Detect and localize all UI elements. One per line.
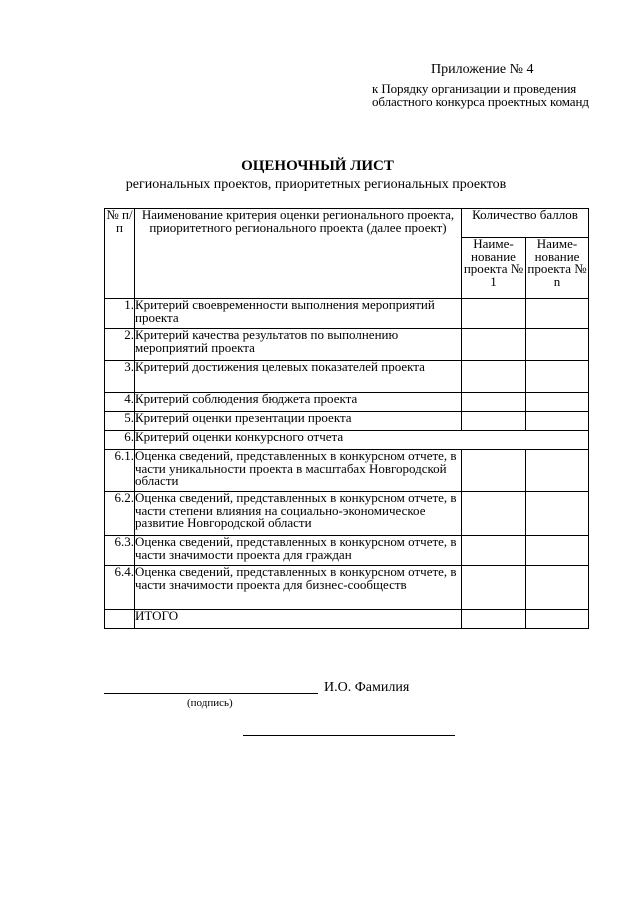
score-cell-project-1[interactable]: [462, 393, 526, 412]
header-criterion: Наименование критерия оценки регионального проекта, приоритетного регионального проекта (далее проект): [135, 209, 462, 299]
score-cell-project-1[interactable]: [462, 299, 526, 329]
table-row-total: [105, 610, 589, 629]
signature-caption: (подпись): [187, 697, 233, 709]
row-number: 4.: [105, 393, 135, 412]
row-criterion: Оценка сведений, представленных в конкурсном отчете, в части степени влияния на социально-экономическое развитие Новгородской области: [135, 492, 462, 536]
score-cell-project-1[interactable]: [462, 361, 526, 393]
score-cell-project-n[interactable]: [526, 329, 589, 361]
signature-line: [104, 693, 318, 694]
row-number: 6.2.: [105, 492, 135, 536]
table-row: [105, 361, 589, 393]
score-cell-project-1[interactable]: [462, 536, 526, 566]
row-criterion: Критерий качества результатов по выполнению мероприятий проекта: [135, 329, 462, 361]
appendix-number: Приложение № 4: [431, 62, 534, 77]
total-cell-project-1[interactable]: [462, 610, 526, 629]
evaluation-table: [104, 208, 589, 629]
table-row: [105, 393, 589, 412]
score-cell-project-n[interactable]: [526, 492, 589, 536]
header-project-1: Наиме-нование проекта № 1: [462, 238, 526, 299]
header-number: № п/п: [105, 209, 135, 299]
total-cell-project-n[interactable]: [526, 610, 589, 629]
score-cell-project-n[interactable]: [526, 299, 589, 329]
row-number: 6.1.: [105, 450, 135, 492]
table-row: [105, 536, 589, 566]
date-line: [243, 735, 455, 736]
row-number: 6.3.: [105, 536, 135, 566]
header-project-n: Наиме-нование проекта № n: [526, 238, 589, 299]
table-row: [105, 450, 589, 492]
table-row: [105, 299, 589, 329]
score-cell-project-n[interactable]: [526, 566, 589, 610]
row-criterion: Критерий оценки конкурсного отчета: [135, 431, 589, 450]
score-cell-project-1[interactable]: [462, 566, 526, 610]
header-score-group: Количество баллов: [462, 209, 589, 238]
score-cell-project-1[interactable]: [462, 412, 526, 431]
row-criterion: Оценка сведений, представленных в конкурсном отчете, в части значимости проекта для граждан: [135, 536, 462, 566]
row-criterion: Критерий оценки презентации проекта: [135, 412, 462, 431]
signatory-name: И.О. Фамилия: [324, 680, 410, 695]
row-number: 3.: [105, 361, 135, 393]
appendix-reference: к Порядку организации и проведения областного конкурса проектных команд: [372, 81, 589, 109]
row-criterion: Оценка сведений, представленных в конкурсном отчете, в части значимости проекта для бизнес-сообществ: [135, 566, 462, 610]
document-subtitle: региональных проектов, приоритетных региональных проектов: [125, 177, 507, 192]
table-row: [105, 412, 589, 431]
score-cell-project-n[interactable]: [526, 361, 589, 393]
score-cell-project-n[interactable]: [526, 536, 589, 566]
table-row: [105, 566, 589, 610]
row-total-label: ИТОГО: [135, 610, 462, 629]
table-row: [105, 431, 589, 450]
table-row: [105, 492, 589, 536]
row-criterion: Критерий достижения целевых показателей проекта: [135, 361, 462, 393]
row-criterion: Критерий соблюдения бюджета проекта: [135, 393, 462, 412]
row-number: [105, 610, 135, 629]
row-number: 1.: [105, 299, 135, 329]
document-title: ОЦЕНОЧНЫЙ ЛИСТ: [241, 158, 394, 174]
row-number: 5.: [105, 412, 135, 431]
table-row: [105, 329, 589, 361]
score-cell-project-n[interactable]: [526, 393, 589, 412]
row-criterion: Оценка сведений, представленных в конкурсном отчете, в части уникальности проекта в масштабах Новгородской области: [135, 450, 462, 492]
score-cell-project-1[interactable]: [462, 329, 526, 361]
row-criterion: Критерий своевременности выполнения мероприятий проекта: [135, 299, 462, 329]
score-cell-project-1[interactable]: [462, 450, 526, 492]
row-number: 6.4.: [105, 566, 135, 610]
score-cell-project-n[interactable]: [526, 450, 589, 492]
row-number: 2.: [105, 329, 135, 361]
score-cell-project-1[interactable]: [462, 492, 526, 536]
score-cell-project-n[interactable]: [526, 412, 589, 431]
row-number: 6.: [105, 431, 135, 450]
